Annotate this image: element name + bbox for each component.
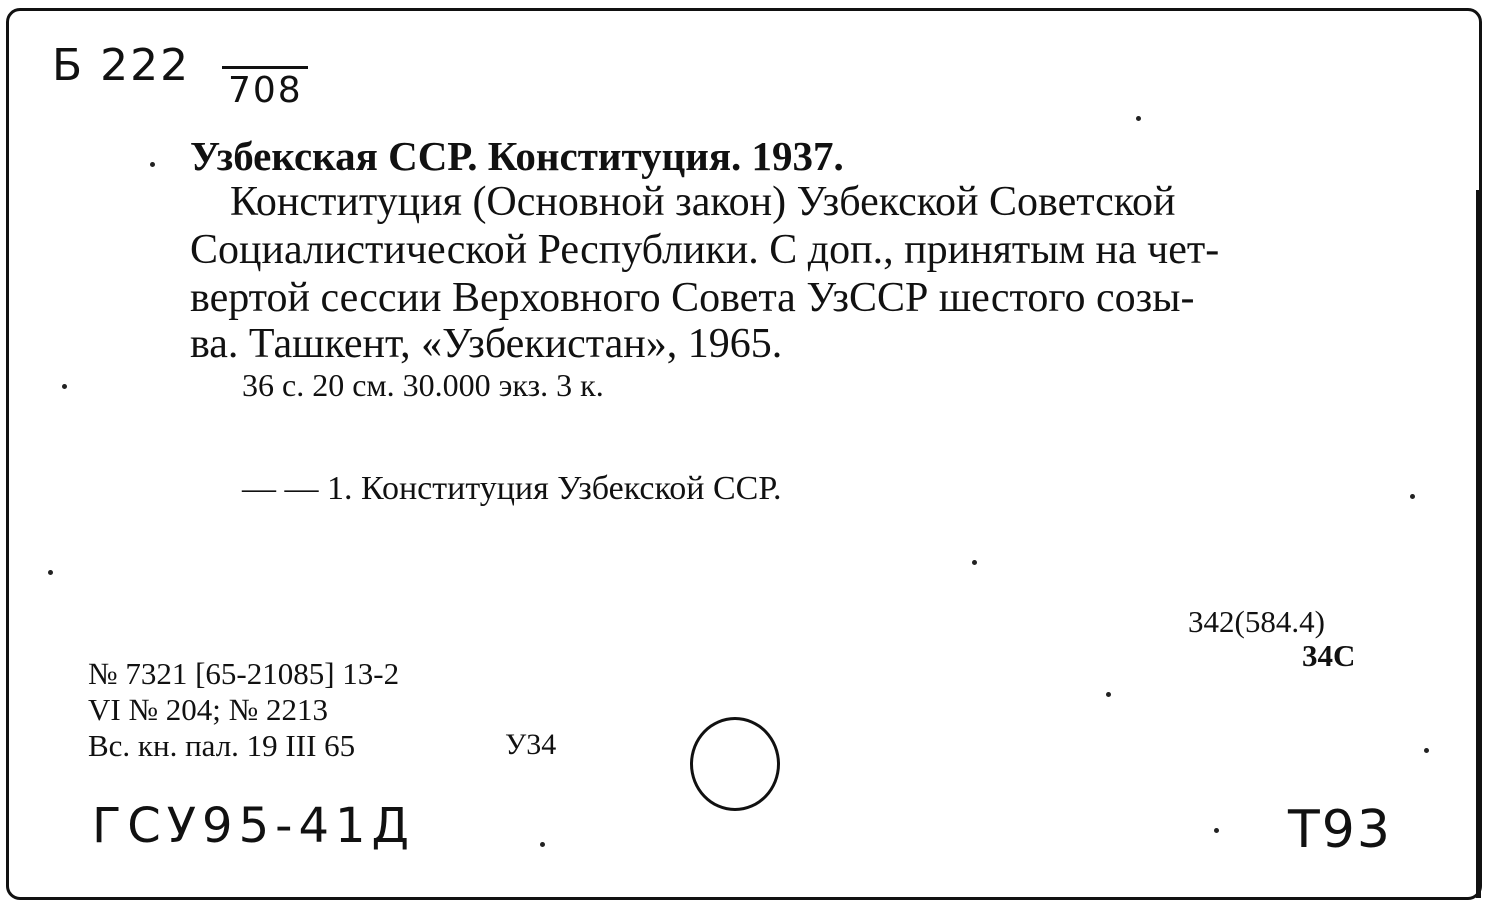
- speck: [1410, 494, 1415, 499]
- speck: [150, 162, 155, 167]
- registration-code: У34: [505, 728, 557, 761]
- speck: [1214, 828, 1219, 833]
- registration-line-2: VI № 204; № 2213: [88, 692, 328, 727]
- speck: [1424, 748, 1429, 753]
- collation-line: 36 с. 20 см. 30.000 экз. 3 к.: [242, 367, 604, 403]
- handwritten-mark: Т93: [1288, 800, 1392, 860]
- speck: [540, 842, 545, 847]
- description-line-3: вертой сессии Верховного Совета УзССР шестого созы-: [190, 275, 1195, 321]
- registration-line-3: Вс. кн. пал. 19 III 65: [88, 728, 356, 763]
- shelf-mark-sub: 708: [228, 70, 303, 111]
- subject-tracing: — — 1. Конституция Узбекской ССР.: [242, 470, 782, 507]
- card-edge: [1476, 190, 1481, 898]
- shelf-mark-rule: [222, 66, 308, 69]
- speck: [62, 384, 67, 389]
- description-line-1: Конституция (Основной закон) Узбекской Советской: [230, 179, 1176, 225]
- description-line-4: ва. Ташкент, «Узбекистан», 1965.: [190, 321, 783, 367]
- registration-line-1: № 7321 [65-21085] 13-2: [88, 656, 400, 691]
- speck: [1106, 692, 1111, 697]
- description-line-2: Социалистической Республики. С доп., принятым на чет-: [190, 227, 1220, 273]
- card-heading: Узбекская ССР. Конституция. 1937.: [190, 133, 844, 179]
- speck: [48, 570, 53, 575]
- shelf-mark: Б 222: [52, 40, 191, 91]
- circle-stamp: [690, 717, 780, 811]
- classification-sub: 34С: [1302, 638, 1356, 673]
- speck: [1136, 116, 1141, 121]
- speck: [972, 560, 977, 565]
- classification-number: 342(584.4): [1188, 604, 1325, 639]
- handwritten-inventory-number: ГСУ95-41Д: [92, 798, 416, 854]
